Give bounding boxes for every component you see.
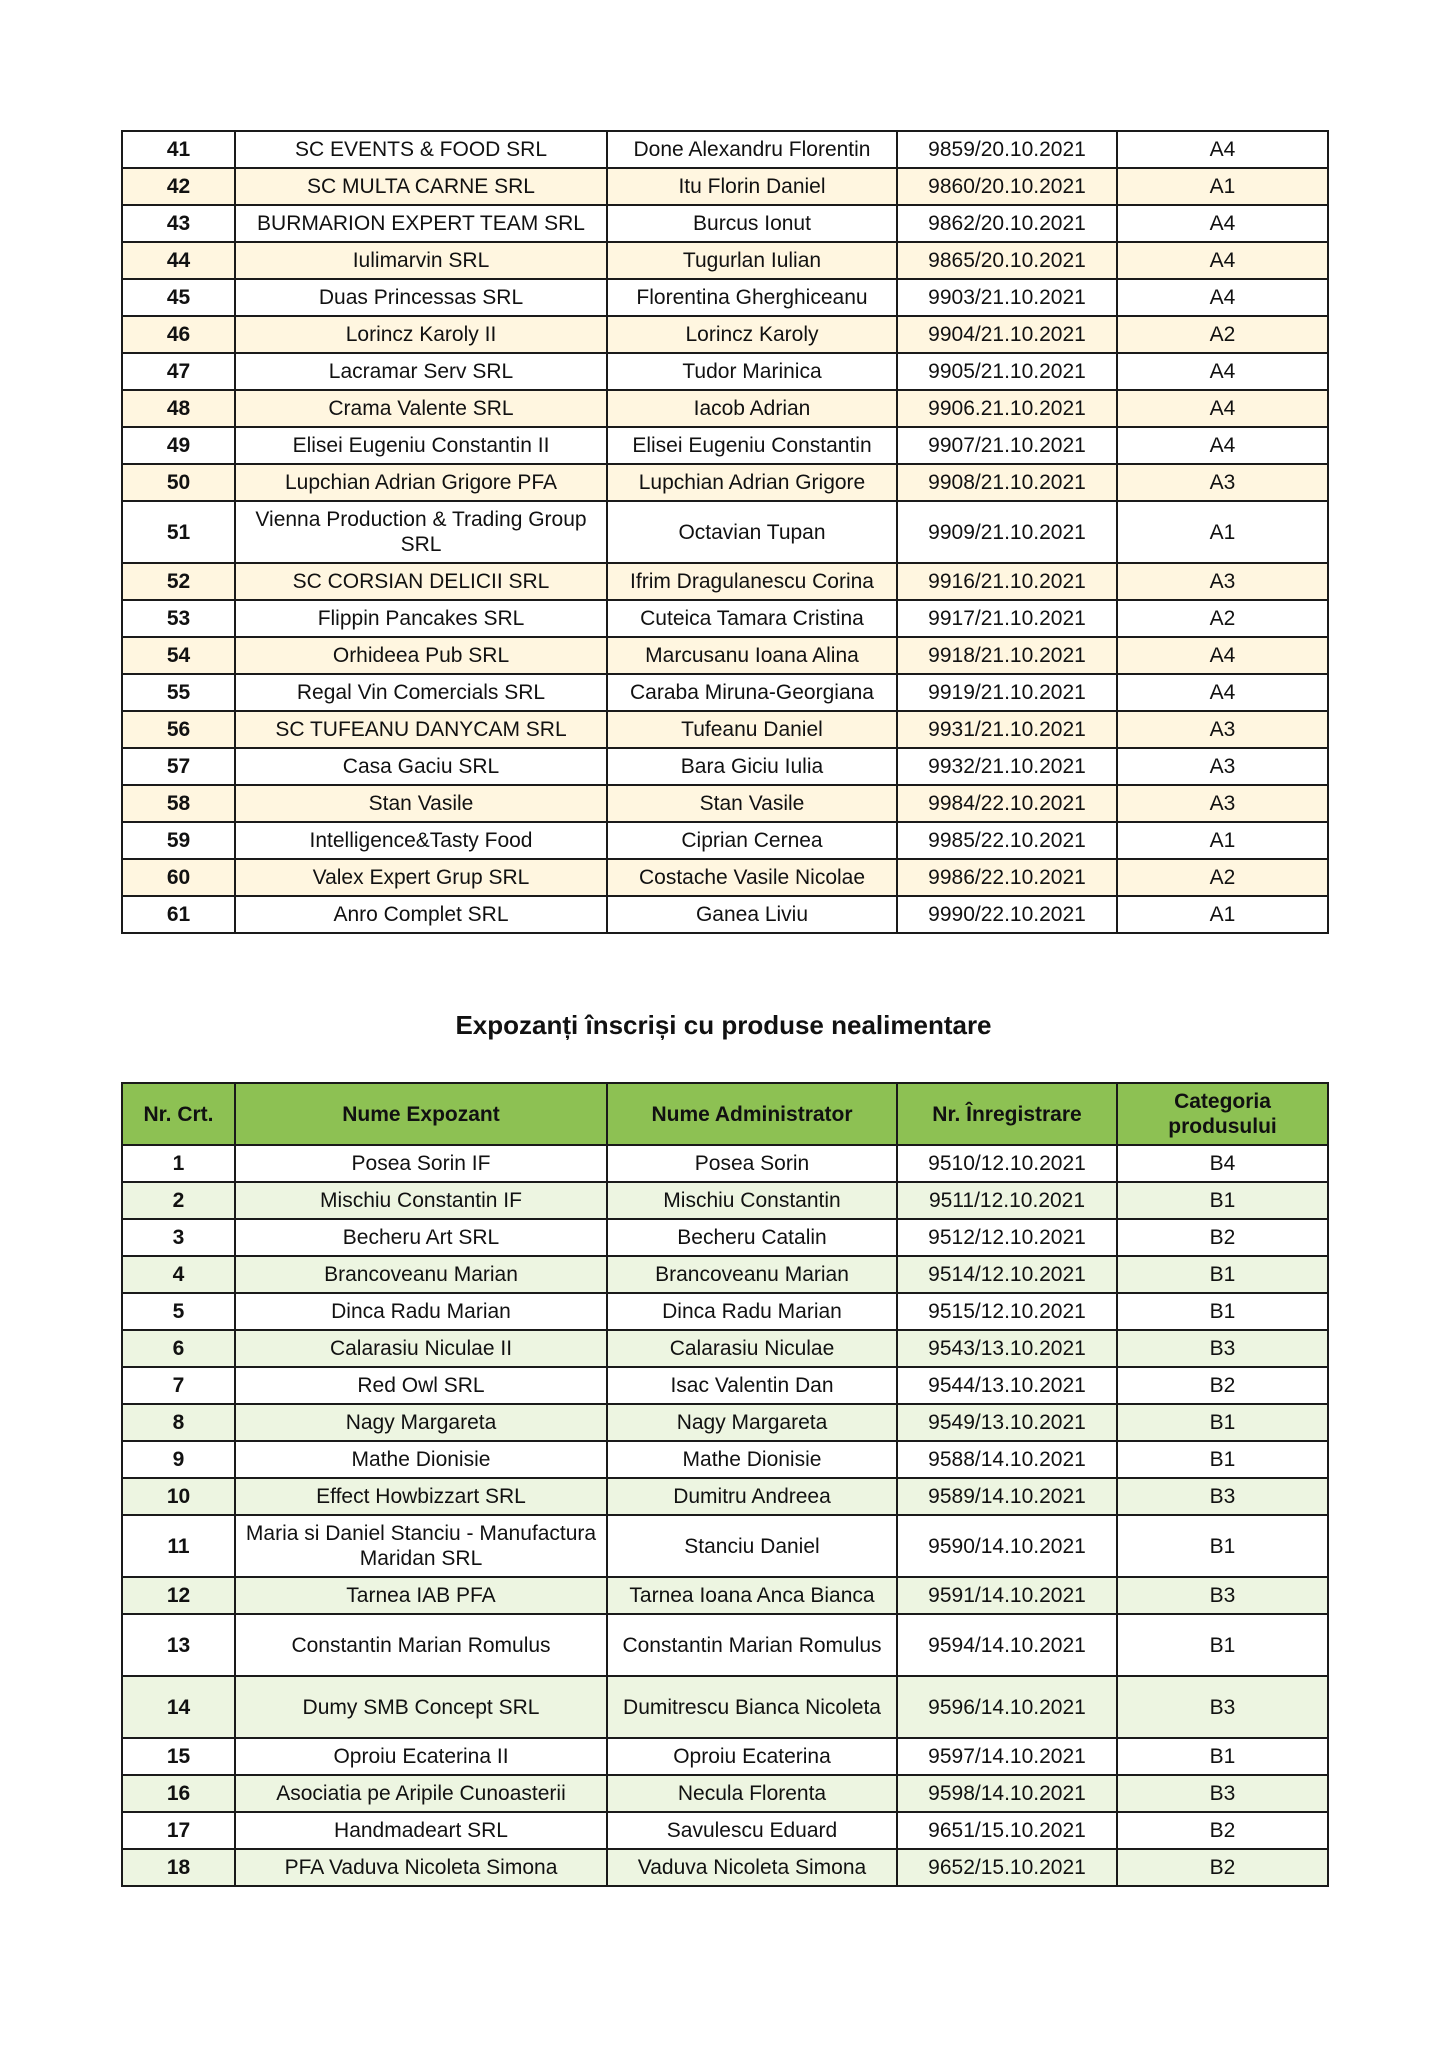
row-number: 54 [122,637,235,674]
table-row [122,637,1328,674]
exhibitor-name: Calarasiu Niculae II [235,1330,607,1367]
administrator-name: Dumitrescu Bianca Nicoleta [607,1676,897,1738]
exhibitor-name: Orhideea Pub SRL [235,637,607,674]
exhibitor-name: Intelligence&Tasty Food [235,822,607,859]
row-number: 13 [122,1614,235,1676]
administrator-name: Itu Florin Daniel [607,168,897,205]
exhibitor-name: SC TUFEANU DANYCAM SRL [235,711,607,748]
food-exhibitors-table [121,130,1329,934]
administrator-name: Ciprian Cernea [607,822,897,859]
table-row [122,1404,1328,1441]
product-category: A3 [1117,785,1328,822]
table-row [122,785,1328,822]
header-administrator: Nume Administrator [607,1083,897,1145]
row-number: 2 [122,1182,235,1219]
table-row [122,131,1328,168]
administrator-name: Florentina Gherghiceanu [607,279,897,316]
registration-number: 9985/22.10.2021 [897,822,1117,859]
table-row [122,1812,1328,1849]
product-category: B2 [1117,1367,1328,1404]
row-number: 1 [122,1145,235,1182]
registration-number: 9931/21.10.2021 [897,711,1117,748]
exhibitor-name: Crama Valente SRL [235,390,607,427]
administrator-name: Bara Giciu Iulia [607,748,897,785]
product-category: B3 [1117,1676,1328,1738]
registration-number: 9984/22.10.2021 [897,785,1117,822]
registration-number: 9589/14.10.2021 [897,1478,1117,1515]
product-category: A4 [1117,637,1328,674]
exhibitor-name: Duas Princessas SRL [235,279,607,316]
table-row [122,353,1328,390]
product-category: A3 [1117,711,1328,748]
table-row [122,1676,1328,1738]
product-category: B2 [1117,1849,1328,1886]
administrator-name: Stanciu Daniel [607,1515,897,1577]
row-number: 8 [122,1404,235,1441]
product-category: B1 [1117,1256,1328,1293]
registration-number: 9908/21.10.2021 [897,464,1117,501]
product-category: B1 [1117,1515,1328,1577]
administrator-name: Costache Vasile Nicolae [607,859,897,896]
row-number: 55 [122,674,235,711]
row-number: 16 [122,1775,235,1812]
row-number: 11 [122,1515,235,1577]
row-number: 18 [122,1849,235,1886]
administrator-name: Isac Valentin Dan [607,1367,897,1404]
row-number: 57 [122,748,235,785]
registration-number: 9511/12.10.2021 [897,1182,1117,1219]
product-category: A2 [1117,316,1328,353]
registration-number: 9906.21.10.2021 [897,390,1117,427]
table-row [122,464,1328,501]
registration-number: 9596/14.10.2021 [897,1676,1117,1738]
table-row [122,1293,1328,1330]
row-number: 46 [122,316,235,353]
exhibitor-name: SC EVENTS & FOOD SRL [235,131,607,168]
administrator-name: Oproiu Ecaterina [607,1738,897,1775]
exhibitor-name: Anro Complet SRL [235,896,607,933]
registration-number: 9652/15.10.2021 [897,1849,1117,1886]
exhibitor-name: Dinca Radu Marian [235,1293,607,1330]
administrator-name: Elisei Eugeniu Constantin [607,427,897,464]
exhibitor-name: Mathe Dionisie [235,1441,607,1478]
registration-number: 9862/20.10.2021 [897,205,1117,242]
registration-number: 9590/14.10.2021 [897,1515,1117,1577]
administrator-name: Tarnea Ioana Anca Bianca [607,1577,897,1614]
administrator-name: Cuteica Tamara Cristina [607,600,897,637]
row-number: 42 [122,168,235,205]
exhibitor-name: Effect Howbizzart SRL [235,1478,607,1515]
product-category: B2 [1117,1219,1328,1256]
exhibitor-name: Nagy Margareta [235,1404,607,1441]
administrator-name: Becheru Catalin [607,1219,897,1256]
header-categorie: Categoria produsului [1117,1083,1328,1145]
table-row [122,563,1328,600]
administrator-name: Tufeanu Daniel [607,711,897,748]
product-category: A4 [1117,390,1328,427]
administrator-name: Burcus Ionut [607,205,897,242]
table-row [122,1219,1328,1256]
registration-number: 9598/14.10.2021 [897,1775,1117,1812]
table-row [122,390,1328,427]
row-number: 3 [122,1219,235,1256]
row-number: 49 [122,427,235,464]
registration-number: 9909/21.10.2021 [897,501,1117,563]
exhibitor-name: Casa Gaciu SRL [235,748,607,785]
product-category: A4 [1117,279,1328,316]
administrator-name: Iacob Adrian [607,390,897,427]
registration-number: 9515/12.10.2021 [897,1293,1117,1330]
administrator-name: Mischiu Constantin [607,1182,897,1219]
registration-number: 9512/12.10.2021 [897,1219,1117,1256]
section-title: Expozanți înscriși cu produse nealimentare [455,1010,992,1040]
exhibitor-name: Lorincz Karoly II [235,316,607,353]
table-row [122,674,1328,711]
product-category: A4 [1117,427,1328,464]
header-expozant: Nume Expozant [235,1083,607,1145]
registration-number: 9549/13.10.2021 [897,1404,1117,1441]
row-number: 17 [122,1812,235,1849]
registration-number: 9859/20.10.2021 [897,131,1117,168]
registration-number: 9918/21.10.2021 [897,637,1117,674]
exhibitor-name: Maria si Daniel Stanciu - Manufactura Maridan SRL [235,1515,607,1577]
exhibitor-name: Asociatia pe Aripile Cunoasterii [235,1775,607,1812]
table-row [122,279,1328,316]
registration-number: 9916/21.10.2021 [897,563,1117,600]
registration-number: 9597/14.10.2021 [897,1738,1117,1775]
header-nr: Nr. Crt. [122,1083,235,1145]
administrator-name: Caraba Miruna-Georgiana [607,674,897,711]
row-number: 14 [122,1676,235,1738]
administrator-name: Ganea Liviu [607,896,897,933]
table-row [122,1256,1328,1293]
table-row [122,1775,1328,1812]
product-category: A2 [1117,600,1328,637]
table-row [122,1441,1328,1478]
nonfood-table-body [122,1145,1328,1886]
nonfood-exhibitors-table [121,1082,1329,1887]
row-number: 5 [122,1293,235,1330]
row-number: 59 [122,822,235,859]
administrator-name: Stan Vasile [607,785,897,822]
row-number: 48 [122,390,235,427]
row-number: 53 [122,600,235,637]
product-category: A3 [1117,464,1328,501]
table-row [122,822,1328,859]
product-category: B4 [1117,1145,1328,1182]
row-number: 7 [122,1367,235,1404]
table-row [122,242,1328,279]
header-inregistrare: Nr. Înregistrare [897,1083,1117,1145]
exhibitor-name: Valex Expert Grup SRL [235,859,607,896]
row-number: 45 [122,279,235,316]
row-number: 61 [122,896,235,933]
administrator-name: Mathe Dionisie [607,1441,897,1478]
row-number: 43 [122,205,235,242]
exhibitor-name: Elisei Eugeniu Constantin II [235,427,607,464]
exhibitor-name: SC MULTA CARNE SRL [235,168,607,205]
administrator-name: Calarasiu Niculae [607,1330,897,1367]
table-row [122,859,1328,896]
table-row [122,1145,1328,1182]
administrator-name: Octavian Tupan [607,501,897,563]
administrator-name: Lupchian Adrian Grigore [607,464,897,501]
registration-number: 9544/13.10.2021 [897,1367,1117,1404]
table-row [122,316,1328,353]
product-category: B3 [1117,1775,1328,1812]
row-number: 58 [122,785,235,822]
table-row [122,1478,1328,1515]
exhibitor-name: Tarnea IAB PFA [235,1577,607,1614]
administrator-name: Savulescu Eduard [607,1812,897,1849]
row-number: 15 [122,1738,235,1775]
administrator-name: Tugurlan Iulian [607,242,897,279]
product-category: A4 [1117,131,1328,168]
product-category: A1 [1117,501,1328,563]
administrator-name: Tudor Marinica [607,353,897,390]
administrator-name: Dumitru Andreea [607,1478,897,1515]
registration-number: 9588/14.10.2021 [897,1441,1117,1478]
product-category: A4 [1117,353,1328,390]
registration-number: 9594/14.10.2021 [897,1614,1117,1676]
exhibitor-name: BURMARION EXPERT TEAM SRL [235,205,607,242]
product-category: B1 [1117,1441,1328,1478]
table-row [122,1182,1328,1219]
row-number: 56 [122,711,235,748]
exhibitor-name: Lacramar Serv SRL [235,353,607,390]
registration-number: 9986/22.10.2021 [897,859,1117,896]
product-category: A1 [1117,896,1328,933]
product-category: B3 [1117,1478,1328,1515]
exhibitor-name: Brancoveanu Marian [235,1256,607,1293]
product-category: A4 [1117,242,1328,279]
table-row [122,1330,1328,1367]
exhibitor-name: SC CORSIAN DELICII SRL [235,563,607,600]
product-category: A4 [1117,205,1328,242]
row-number: 51 [122,501,235,563]
product-category: A4 [1117,674,1328,711]
registration-number: 9865/20.10.2021 [897,242,1117,279]
administrator-name: Vaduva Nicoleta Simona [607,1849,897,1886]
exhibitor-name: Stan Vasile [235,785,607,822]
administrator-name: Lorincz Karoly [607,316,897,353]
table-row [122,896,1328,933]
table-row [122,205,1328,242]
food-table-body [122,131,1328,933]
table-row [122,168,1328,205]
product-category: A2 [1117,859,1328,896]
product-category: A3 [1117,563,1328,600]
product-category: A3 [1117,748,1328,785]
registration-number: 9903/21.10.2021 [897,279,1117,316]
row-number: 50 [122,464,235,501]
exhibitor-name: Red Owl SRL [235,1367,607,1404]
registration-number: 9591/14.10.2021 [897,1577,1117,1614]
exhibitor-name: Regal Vin Comercials SRL [235,674,607,711]
registration-number: 9990/22.10.2021 [897,896,1117,933]
row-number: 6 [122,1330,235,1367]
exhibitor-name: Constantin Marian Romulus [235,1614,607,1676]
administrator-name: Dinca Radu Marian [607,1293,897,1330]
product-category: B3 [1117,1330,1328,1367]
registration-number: 9919/21.10.2021 [897,674,1117,711]
product-category: B1 [1117,1293,1328,1330]
registration-number: 9651/15.10.2021 [897,1812,1117,1849]
exhibitor-name: Posea Sorin IF [235,1145,607,1182]
registration-number: 9904/21.10.2021 [897,316,1117,353]
administrator-name: Necula Florenta [607,1775,897,1812]
row-number: 47 [122,353,235,390]
registration-number: 9510/12.10.2021 [897,1145,1117,1182]
product-category: A1 [1117,822,1328,859]
row-number: 41 [122,131,235,168]
exhibitor-name: Dumy SMB Concept SRL [235,1676,607,1738]
administrator-name: Nagy Margareta [607,1404,897,1441]
administrator-name: Constantin Marian Romulus [607,1614,897,1676]
product-category: B1 [1117,1404,1328,1441]
exhibitor-name: Handmadeart SRL [235,1812,607,1849]
exhibitor-name: Oproiu Ecaterina II [235,1738,607,1775]
product-category: B2 [1117,1812,1328,1849]
table-row [122,748,1328,785]
exhibitor-name: Flippin Pancakes SRL [235,600,607,637]
row-number: 12 [122,1577,235,1614]
table-row [122,711,1328,748]
administrator-name: Marcusanu Ioana Alina [607,637,897,674]
product-category: A1 [1117,168,1328,205]
row-number: 44 [122,242,235,279]
table-row [122,600,1328,637]
registration-number: 9860/20.10.2021 [897,168,1117,205]
table-row [122,1577,1328,1614]
registration-number: 9905/21.10.2021 [897,353,1117,390]
exhibitor-name: Lupchian Adrian Grigore PFA [235,464,607,501]
registration-number: 9932/21.10.2021 [897,748,1117,785]
product-category: B1 [1117,1182,1328,1219]
table-header [122,1083,1328,1145]
exhibitor-name: Becheru Art SRL [235,1219,607,1256]
table-row [122,1849,1328,1886]
exhibitor-name: Mischiu Constantin IF [235,1182,607,1219]
table-row [122,1367,1328,1404]
product-category: B3 [1117,1577,1328,1614]
row-number: 60 [122,859,235,896]
product-category: B1 [1117,1738,1328,1775]
administrator-name: Done Alexandru Florentin [607,131,897,168]
row-number: 10 [122,1478,235,1515]
table-row [122,1738,1328,1775]
table-row [122,1515,1328,1577]
table-row [122,1614,1328,1676]
exhibitor-name: PFA Vaduva Nicoleta Simona [235,1849,607,1886]
row-number: 9 [122,1441,235,1478]
administrator-name: Brancoveanu Marian [607,1256,897,1293]
registration-number: 9543/13.10.2021 [897,1330,1117,1367]
registration-number: 9907/21.10.2021 [897,427,1117,464]
exhibitor-name: Iulimarvin SRL [235,242,607,279]
row-number: 52 [122,563,235,600]
exhibitor-name: Vienna Production & Trading Group SRL [235,501,607,563]
row-number: 4 [122,1256,235,1293]
administrator-name: Posea Sorin [607,1145,897,1182]
product-category: B1 [1117,1614,1328,1676]
table-row [122,501,1328,563]
table-row [122,427,1328,464]
registration-number: 9514/12.10.2021 [897,1256,1117,1293]
registration-number: 9917/21.10.2021 [897,600,1117,637]
administrator-name: Ifrim Dragulanescu Corina [607,563,897,600]
